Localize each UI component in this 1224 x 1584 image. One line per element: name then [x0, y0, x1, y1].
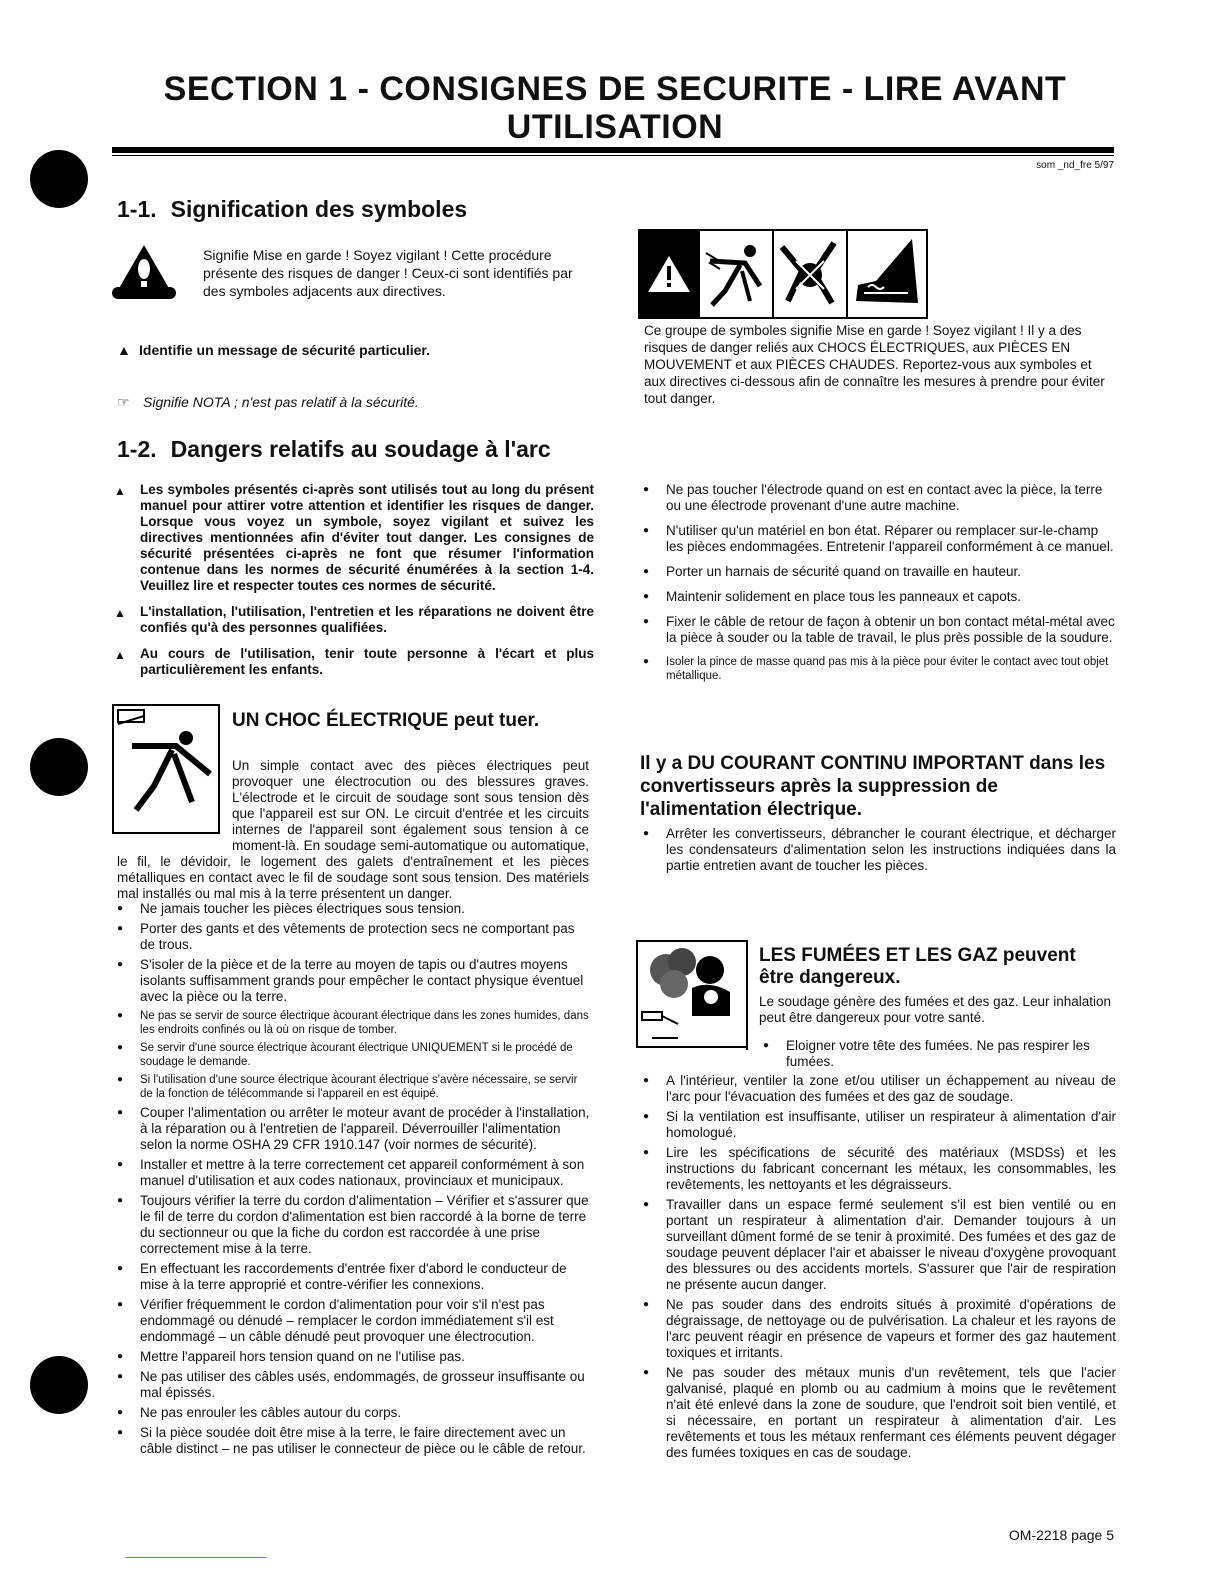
- section-title: Signification des symboles: [170, 196, 468, 222]
- punch-hole-bottom: [30, 1356, 88, 1414]
- fumes-bullet: ● Travailler dans un espace fermé seulement s'il est bien ventilé ou en portant un respirateur à alimentation d'air. Demander toujours à un surveillant dûment formé de se tenir à proximité. Des fumées et des gaz de soudage peuvent déplacer l'air et abaisser le niveau d'oxygène provoquant des blessures ou des accidents mortels. S'assurer que l'air de respiration ne présente aucun danger.: [640, 1197, 1116, 1293]
- shock-bullet: ● Couper l'alimentation ou arrêter le moteur avant de procéder à l'installation, à la réparation ou à l'entretien de l'appareil. Déverrouiller l'alimentation selon la norme OSHA 29 CFR 1910.147 (voir normes de sécurité).: [114, 1105, 592, 1153]
- note-text: Signifie NOTA ; n'est pas relatif à la sécurité.: [143, 394, 419, 410]
- shock-bullet: ● Ne pas utiliser des câbles usés, endommagés, de grosseur insuffisante ou mal épissés.: [114, 1369, 592, 1401]
- punch-hole-middle: [30, 738, 88, 796]
- shock-bullet-small: ● Se servir d'une source électrique àcourant électrique UNIQUEMENT si le procédé de soudage le demande.: [114, 1041, 592, 1069]
- hot-parts-symbol-icon: [846, 231, 926, 317]
- section-number: 1-2.: [117, 436, 157, 462]
- right-column-bullets: [640, 482, 1116, 687]
- fumes-paragraph: Le soudage génère des fumées et des gaz. Leur inhalation peut être dangereux pour votre santé.: [759, 994, 1112, 1025]
- dc-current-heading: Il y a DU COURANT CONTINU IMPORTANT dans les convertisseurs après la suppression de l'alimentation électrique.: [640, 753, 1106, 820]
- shock-bullet-small: ● Isoler la pince de masse quand pas mis à la pièce pour éviter le contact avec tout objet métallique.: [640, 655, 1116, 683]
- small-triangle-icon: ▲: [117, 342, 131, 358]
- section-heading-1-1: [117, 196, 467, 223]
- warning-triangle-icon: [112, 243, 176, 304]
- punch-hole-top: [30, 150, 88, 208]
- page-title-line2: UTILISATION: [506, 108, 724, 146]
- fumes-bullet: ● A l'intérieur, ventiler la zone et/ou utiliser un échappement au niveau de l'arc pour l'évacuation des fumées et des gaz de soudage.: [640, 1073, 1116, 1105]
- shock-bullet: ● Vérifier fréquemment le cordon d'alimentation pour voir s'il n'est pas endommagé ou dénudé – remplacer le cordon immédiatement s'il est endommagé – un câble dénudé peut provoquer une électrocution.: [114, 1297, 592, 1345]
- page-title-line1: SECTION 1 - CONSIGNES DE SECURITE - LIRE AVANT: [163, 70, 1067, 108]
- page-footer: OM-2218 page 5: [1008, 1527, 1114, 1543]
- intro-warnings: [112, 482, 594, 688]
- shock-bullet: ● Maintenir solidement en place tous les panneaux et capots.: [640, 589, 1116, 605]
- shock-bullet: ● Installer et mettre à la terre correctement cet appareil conformément à son manuel d'utilisation et aux codes nationaux, provinciaux et municipaux.: [114, 1157, 592, 1189]
- electric-shock-paragraph: [117, 758, 589, 902]
- footer-line: [125, 1557, 267, 1558]
- fumes-bullet: ● Si la ventilation est insuffisante, utiliser un respirateur à alimentation d'air homologué.: [640, 1109, 1116, 1141]
- shock-bullet-small: ● Si l'utilisation d'une source électrique àcourant électrique s'avère nécessaire, se servir de la fonction de télécommande si l'appareil en est équipé.: [114, 1073, 592, 1101]
- shock-bullet: ● Porter des gants et des vêtements de protection secs ne comportant pas de trous.: [114, 921, 592, 953]
- shock-bullet: ● Fixer le câble de retour de façon à obtenir un bon contact métal-métal avec la pièce à souder ou la table de travail, le plus près possible de la soudure.: [640, 614, 1116, 646]
- electric-shock-text: Un simple contact avec des pièces électriques peut provoquer une électrocution ou des blessures graves. L'électrode et le circuit de soudage sont sous tension dès que l'appareil est sur ON. Le circuit d'entrée et les circuits internes de l'appareil sont également sous tension à ce moment-là. En soudage semi-automatique ou automatique, le fil, le dévidoir, le logement des galets d'entraînement et les pièces métalliques en contact avec le fil de soudage sont sous tension. Des matériels mal installés ou mal mis à la terre présentent un danger.: [117, 758, 589, 901]
- symbol-group: [638, 229, 928, 319]
- fumes-bullet: ● Ne pas souder dans des endroits situés à proximité d'opérations de dégraissage, de nettoyage ou de pulvérisation. La chaleur et les rayons de l'arc peuvent réagir en présence de vapeurs et former des gaz hautement toxiques et irritants.: [640, 1297, 1116, 1361]
- shock-bullet: ● N'utiliser qu'un matériel en bon état. Réparer ou remplacer sur-le-champ les pièces endommagées. Entretenir l'appareil conformément à ce manuel.: [640, 523, 1116, 555]
- warning-symbol-icon: [640, 231, 698, 317]
- intro-warning-item: ▲ Au cours de l'utilisation, tenir toute personne à l'écart et plus particulièrement les enfants.: [112, 646, 594, 678]
- fumes-icon-box: [636, 940, 748, 1048]
- note-meaning: [117, 394, 587, 410]
- shock-bullet: ● Mettre l'appareil hors tension quand on ne l'utilise pas.: [114, 1349, 592, 1365]
- shock-bullet: ● Toujours vérifier la terre du cordon d'alimentation – Vérifier et s'assurer que le fil de terre du cordon d'alimentation est bien raccordé à la borne de terre du sectionneur ou que la fiche du cordon est raccordée à une prise correctement mise à la terre.: [114, 1193, 592, 1257]
- identifies-text: Identifie un message de sécurité particulier.: [139, 342, 430, 358]
- fumes-first-bullet: [760, 1038, 1112, 1074]
- page-title: [100, 70, 1130, 146]
- electric-shock-rule: [218, 704, 220, 752]
- fumes-bullet: ● Lire les spécifications de sécurité des matériaux (MSDSs) et les instructions du fabricant concernant les métaux, les consommables, les revêtements, les nettoyants et les dégraisseurs.: [640, 1145, 1116, 1193]
- electric-shock-bullets: [114, 901, 592, 1461]
- electric-shock-symbol-icon: [698, 231, 772, 317]
- shock-bullet: ● S'isoler de la pièce et de la terre au moyen de tapis ou d'autres moyens isolants suffisamment grands pour empêcher le contact physique éventuel avec la pièce ou la terre.: [114, 957, 592, 1005]
- shock-bullet: ● Ne pas toucher l'électrode quand on est en contact avec la pièce, la terre ou une électrode provenant d'une autre machine.: [640, 482, 1116, 514]
- fumes-heading: [759, 945, 1076, 989]
- shock-bullet-small: ● Ne pas se servir de source électrique àcourant électrique dans les zones humides, dans les endroits confinés ou là où on risque de tomber.: [114, 1009, 592, 1037]
- document-reference: som _nd_fre 5/97: [1036, 160, 1114, 171]
- fumes-heading-line2: être dangereux.: [759, 967, 901, 988]
- pointing-hand-icon: ☞: [117, 394, 130, 410]
- section-number: 1-1.: [117, 196, 157, 222]
- fumes-bullets: [640, 1073, 1116, 1465]
- moving-parts-symbol-icon: [772, 231, 846, 317]
- fumes-icon: [638, 942, 746, 1046]
- dc-current-bullet: ● Arrêter les convertisseurs, débrancher le courant électrique, et décharger les condensateurs d'alimentation selon les instructions indiquées dans la partie entretien avant de toucher les pièces.: [640, 826, 1116, 874]
- title-rule: [112, 147, 1114, 153]
- identifies-message: [117, 342, 587, 358]
- fumes-bullet: ● Ne pas souder des métaux munis d'un revêtement, tels que l'acier galvanisé, plaqué en plomb ou au cadmium à moins que le revêtement n'ait été enlevé dans la zone de soudure, que l'endroit soit bien ventilé, et si nécessaire, en portant un respirateur à alimentation d'air. Les revêtements et tous les métaux renfermant ces éléments peuvent dégager des fumées toxiques en cas de soudage.: [640, 1365, 1116, 1461]
- section-title: Dangers relatifs au soudage à l'arc: [170, 436, 551, 462]
- shock-bullet: ● En effectuant les raccordements d'entrée fixer d'abord le conducteur de mise à la terre approprié et contre-vérifier les connexions.: [114, 1261, 592, 1293]
- fumes-rule: [746, 940, 748, 1050]
- symbol-group-text: Ce groupe de symboles signifie Mise en garde ! Soyez vigilant ! Il y a des risques de danger reliés aux CHOCS ÉLECTRIQUES, aux PIÈCES EN MOUVEMENT et aux PIÈCES CHAUDES. Reportez-vous aux symboles et aux directives ci-dessous afin de connaître les mesures à prendre pour éviter tout danger.: [644, 323, 1105, 406]
- section-heading-1-2: [117, 436, 551, 463]
- electric-shock-heading: UN CHOC ÉLECTRIQUE peut tuer.: [232, 710, 540, 731]
- shock-bullet: ● Ne pas enrouler les câbles autour du corps.: [114, 1405, 592, 1421]
- intro-warning-item: ▲ Les symboles présentés ci-après sont utilisés tout au long du présent manuel pour attirer votre attention et identifier les risques de danger. Lorsque vous voyez un symbole, soyez vigilant et suivez les directives mentionnées afin d'éviter tout danger. Les consignes de sécurité présentées ci-après ne font que résumer l'information contenue dans les normes de sécurité énumérées à la section 1-4. Veuillez lire et respecter toutes ces normes de sécurité.: [112, 482, 594, 594]
- fumes-bullet: ● Eloigner votre tête des fumées. Ne pas respirer les fumées.: [760, 1038, 1112, 1070]
- title-rule-thin: [112, 155, 1114, 156]
- warning-meaning-text: Signifie Mise en garde ! Soyez vigilant ! Cette procédure présente des risques de danger ! Ceux-ci sont identifiés par des symboles adjacents aux directives.: [203, 247, 573, 299]
- shock-bullet: ● Ne jamais toucher les pièces électriques sous tension.: [114, 901, 592, 917]
- shock-bullet: ● Porter un harnais de sécurité quand on travaille en hauteur.: [640, 564, 1116, 580]
- intro-warning-item: ▲ L'installation, l'utilisation, l'entretien et les réparations ne doivent être confiés qu'à des personnes qualifiées.: [112, 604, 594, 636]
- fumes-heading-line1: LES FUMÉES ET LES GAZ peuvent: [759, 945, 1076, 966]
- dc-current-bullets: [640, 826, 1116, 878]
- shock-bullet: ● Si la pièce soudée doit être mise à la terre, le faire directement avec un câble distinct – ne pas utiliser le connecteur de pièce ou le câble de retour.: [114, 1425, 592, 1457]
